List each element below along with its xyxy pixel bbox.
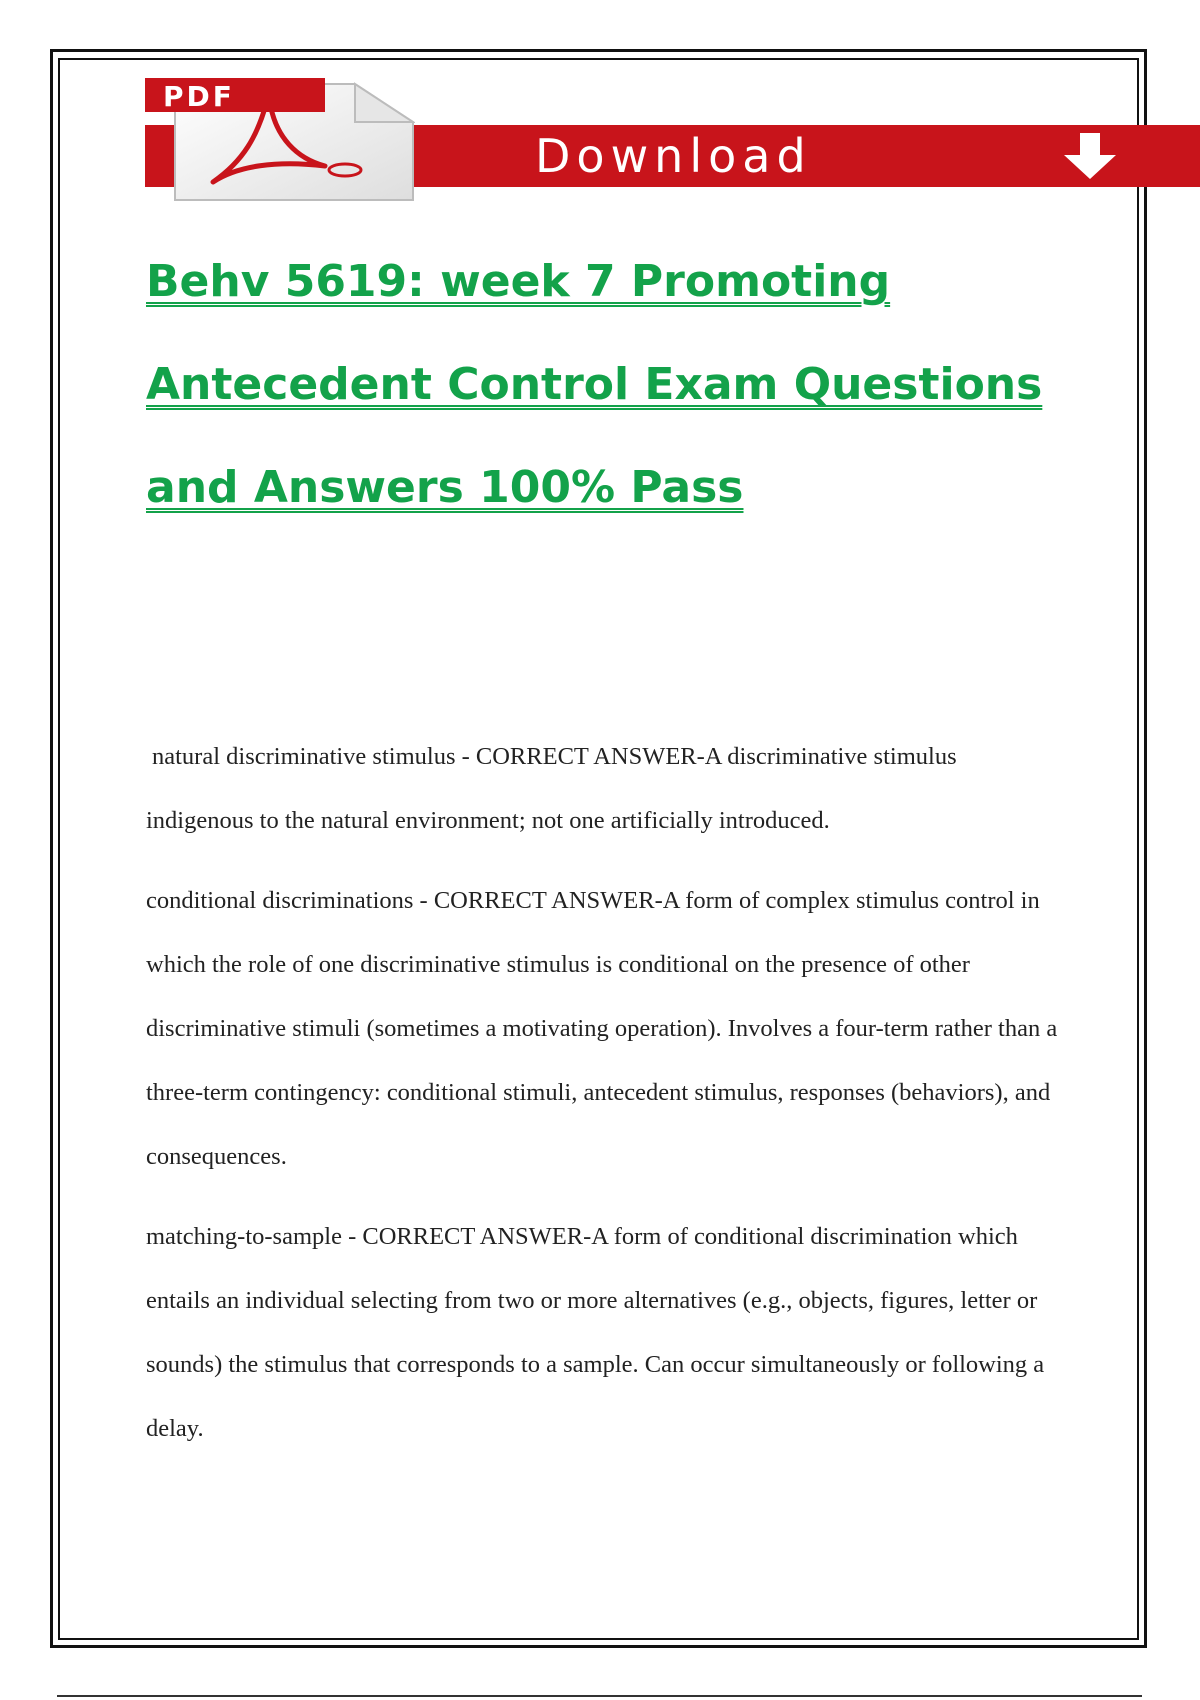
qa-list — [146, 725, 1066, 1477]
pdf-download-banner[interactable] — [145, 78, 1200, 203]
download-label: Download — [535, 129, 812, 183]
arrow-down-icon — [1050, 131, 1130, 181]
qa-entry: matching-to-sample - CORRECT ANSWER-A form of conditional discrimination which entails an individual selecting from two or more alternatives (e.g., objects, figures, letter or sounds) the stimulus that corresponds to a sample. Can occur simultaneously or following a delay. — [146, 1223, 1045, 1442]
pdf-badge-label: PDF — [163, 80, 235, 113]
qa-entry: conditional discriminations - CORRECT ANSWER-A form of complex stimulus control in which the role of one discriminative stimulus is conditional on the presence of other discriminative stimuli (sometimes a motivating operation). Involves a four-term rather than a three-term contingency: conditional stimuli, antecedent stimulus, responses (behaviors), and consequences. — [146, 887, 1058, 1170]
qa-entry: natural discriminative stimulus - CORRECT ANSWER-A discriminative stimulus indigenous to the natural environment; not one artificially introduced. — [146, 743, 957, 834]
page-bottom-rule — [57, 1695, 1142, 1697]
document-title: Behv 5619: week 7 Promoting Antecedent Control Exam Questions and Answers 100% Pass — [146, 256, 1043, 513]
pdf-file-icon — [145, 78, 415, 203]
